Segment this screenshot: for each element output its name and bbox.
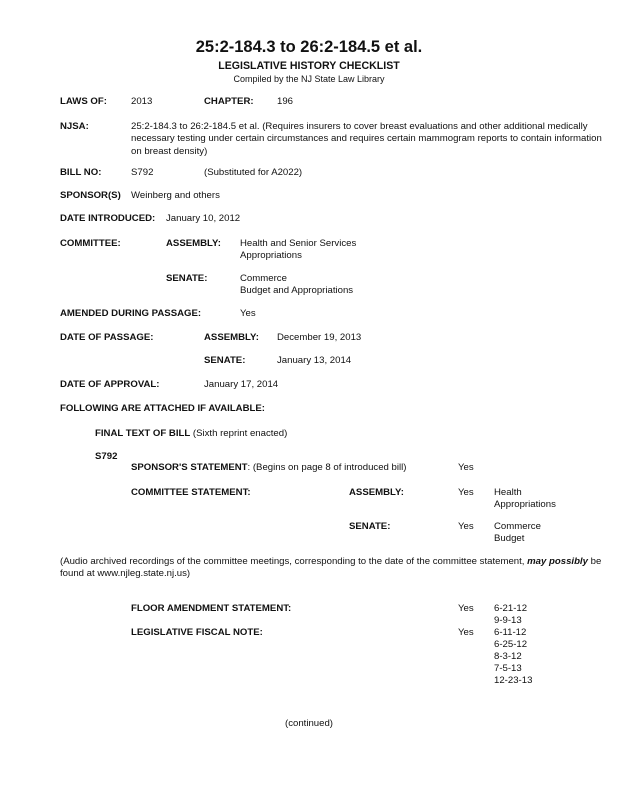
floor-amendment-date-2: 9-9-13 xyxy=(494,615,522,626)
date-introduced-label: DATE INTRODUCED: xyxy=(60,213,156,224)
fiscal-note-date-4: 7-5-13 xyxy=(494,663,522,674)
sponsors-value: Weinberg and others xyxy=(131,190,220,201)
amended-label: AMENDED DURING PASSAGE: xyxy=(60,308,202,319)
committee-assembly-1: Health and Senior Services xyxy=(240,238,357,249)
chapter-value: 196 xyxy=(277,96,294,107)
date-of-passage-label: DATE OF PASSAGE: xyxy=(60,332,154,343)
sponsor-statement-label: SPONSOR'S STATEMENT xyxy=(131,462,248,473)
fiscal-note-date-5: 12-23-13 xyxy=(494,675,533,686)
continued-note: (continued) xyxy=(285,718,333,729)
cs-assembly-1: Health xyxy=(494,487,522,498)
chapter-label: CHAPTER: xyxy=(204,96,254,107)
date-of-approval-value: January 17, 2014 xyxy=(204,379,279,390)
cs-senate-2: Budget xyxy=(494,533,525,544)
cs-senate-value: Yes xyxy=(458,521,474,532)
committee-senate-label: SENATE: xyxy=(166,273,208,284)
laws-of-value: 2013 xyxy=(131,96,153,107)
passage-senate-label: SENATE: xyxy=(204,355,246,366)
compiled-by: Compiled by the NJ State Law Library xyxy=(233,74,385,84)
cs-assembly-label: ASSEMBLY: xyxy=(349,487,404,498)
fiscal-note-value: Yes xyxy=(458,627,474,638)
document-subtitle: LEGISLATIVE HISTORY CHECKLIST xyxy=(218,60,400,72)
amended-value: Yes xyxy=(240,308,256,319)
laws-of-label: LAWS OF: xyxy=(60,96,107,107)
njsa-value: 25:2-184.3 to 26:2-184.5 et al. (Requires insurers to cover breast evaluations and other additional medically necessary testing under certain circumstances and requires certain mammogram reports to contain information on breast density) xyxy=(131,121,602,157)
floor-amendment-value: Yes xyxy=(458,603,474,614)
final-text-note: (Sixth reprint enacted) xyxy=(192,428,288,439)
final-text-label: FINAL TEXT OF BILL xyxy=(95,428,191,439)
fiscal-note-date-1: 6-11-12 xyxy=(494,627,527,638)
committee-senate-2: Budget and Appropriations xyxy=(240,285,354,296)
audio-note-text-1: (Audio archived recordings of the committee meetings, corresponding to the date of the committee statement, xyxy=(60,556,528,567)
fiscal-note-label: LEGISLATIVE FISCAL NOTE: xyxy=(131,627,263,638)
floor-amendment-date-1: 6-21-12 xyxy=(494,603,528,614)
cs-assembly-value: Yes xyxy=(458,487,474,498)
final-text-row xyxy=(95,428,287,439)
cs-senate-label: SENATE: xyxy=(349,521,391,532)
audio-note xyxy=(60,556,605,581)
committee-senate-1: Commerce xyxy=(240,273,287,284)
passage-senate-value: January 13, 2014 xyxy=(277,355,352,366)
bill-no-value: S792 xyxy=(131,167,154,178)
passage-assembly-value: December 19, 2013 xyxy=(277,332,362,343)
bill-id: S792 xyxy=(95,451,118,462)
committee-assembly-2: Appropriations xyxy=(240,250,302,261)
committee-statement-label: COMMITTEE STATEMENT: xyxy=(131,487,251,498)
floor-amendment-label: FLOOR AMENDMENT STATEMENT: xyxy=(131,603,292,614)
sponsor-statement-value: Yes xyxy=(458,462,474,473)
passage-assembly-label: ASSEMBLY: xyxy=(204,332,259,343)
document-title: 25:2-184.3 to 26:2-184.5 et al. xyxy=(195,38,423,56)
fiscal-note-date-2: 6-25-12 xyxy=(494,639,528,650)
audio-note-emphasis: may possibly xyxy=(527,556,588,567)
following-heading: FOLLOWING ARE ATTACHED IF AVAILABLE: xyxy=(60,403,265,414)
committee-assembly-label: ASSEMBLY: xyxy=(166,238,221,249)
date-of-approval-label: DATE OF APPROVAL: xyxy=(60,379,160,390)
cs-assembly-2: Appropriations xyxy=(494,499,556,510)
sponsor-statement-note: : (Begins on page 8 of introduced bill) xyxy=(247,462,407,473)
date-introduced-value: January 10, 2012 xyxy=(166,213,241,224)
cs-senate-1: Commerce xyxy=(494,521,541,532)
fiscal-note-date-3: 8-3-12 xyxy=(494,651,522,662)
sponsor-statement-row xyxy=(131,462,406,473)
audio-note-text-2: be found at www.njleg.state.nj.us) xyxy=(60,556,602,580)
committee-label: COMMITTEE: xyxy=(60,238,121,249)
bill-no-note: (Substituted for A2022) xyxy=(204,167,303,178)
sponsors-label: SPONSOR(S) xyxy=(60,190,121,201)
bill-no-label: BILL NO: xyxy=(60,167,102,178)
njsa-label: NJSA: xyxy=(60,121,89,132)
